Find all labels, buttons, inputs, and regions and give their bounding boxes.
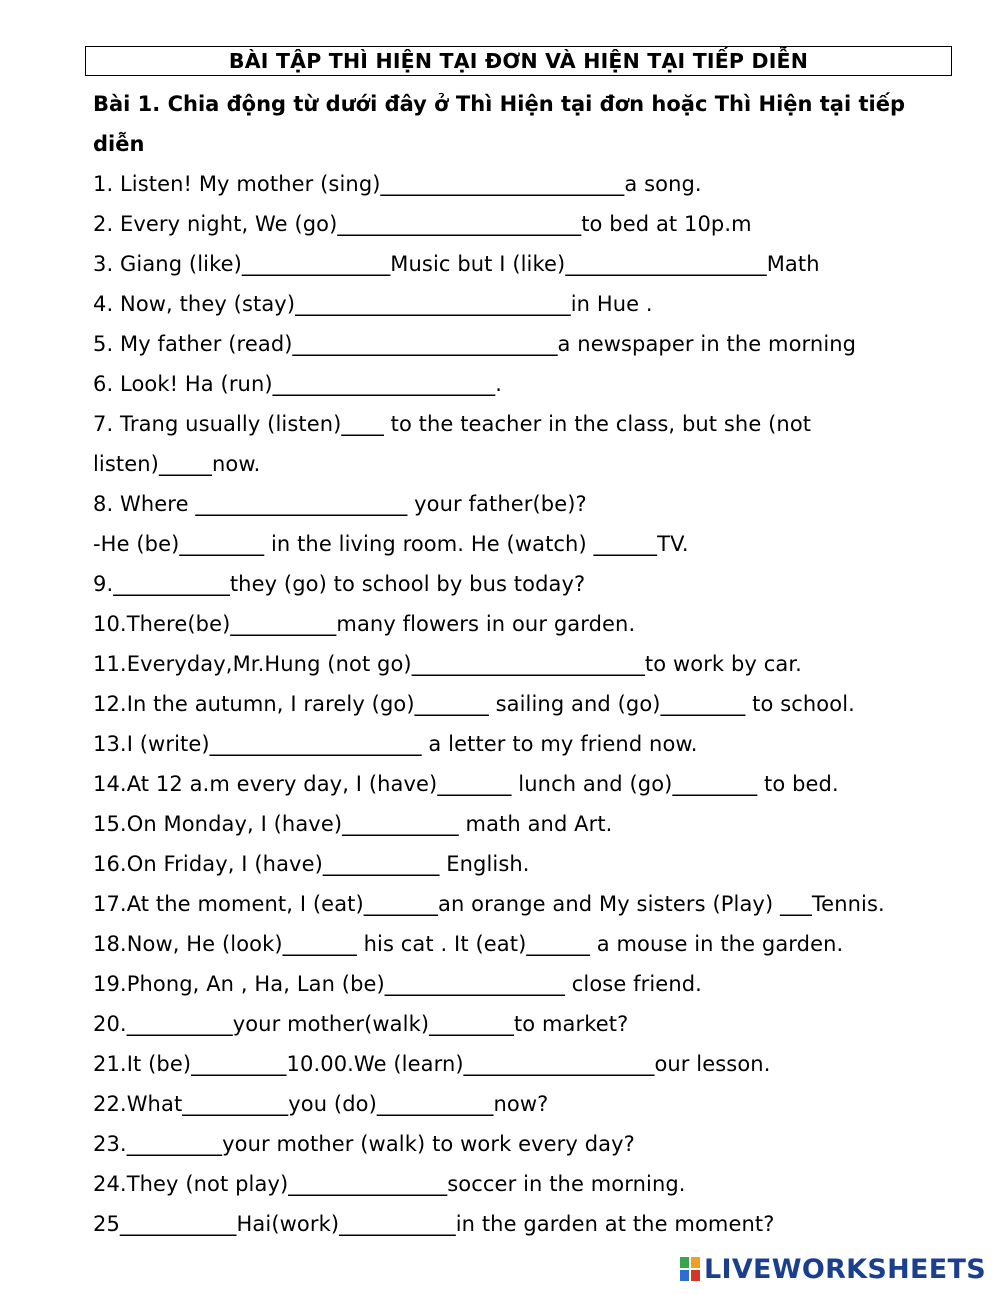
- exercise-line: 7. Trang usually (listen)____ to the teacher in the class, but she (not: [93, 412, 812, 436]
- exercise-line: 1. Listen! My mother (sing)_______________________a song.: [93, 172, 702, 196]
- exercise-line: -He (be)________ in the living room. He (watch) ______TV.: [93, 532, 689, 556]
- worksheet-content: [93, 84, 963, 1244]
- exercise-line: 25___________Hai(work)___________in the garden at the moment?: [93, 1212, 775, 1236]
- exercise-line: 6. Look! Ha (run)_____________________.: [93, 372, 503, 396]
- exercise-heading: Bài 1. Chia động từ dưới đây ở Thì Hiện tại đơn hoặc Thì Hiện tại tiếp diễn: [93, 92, 905, 156]
- exercise-line: 14.At 12 a.m every day, I (have)_______ lunch and (go)________ to bed.: [93, 772, 839, 796]
- exercise-line: 10.There(be)__________many flowers in our garden.: [93, 612, 636, 636]
- exercise-line: 21.It (be)_________10.00.We (learn)__________________our lesson.: [93, 1052, 771, 1076]
- liveworksheets-logo: [680, 1254, 986, 1284]
- exercise-line: 17.At the moment, I (eat)_______an orange and My sisters (Play) ___Tennis.: [93, 892, 885, 916]
- liveworksheets-logo-text: LIVEWORKSHEETS: [703, 1253, 986, 1285]
- exercise-line: 4. Now, they (stay)__________________________in Hue .: [93, 292, 653, 316]
- exercise-line: 16.On Friday, I (have)___________ English.: [93, 852, 530, 876]
- exercise-line: 18.Now, He (look)_______ his cat . It (eat)______ a mouse in the garden.: [93, 932, 844, 956]
- exercise-line: 19.Phong, An , Ha, Lan (be)_________________ close friend.: [93, 972, 702, 996]
- exercise-lines: [93, 164, 963, 1244]
- exercise-line: 11.Everyday,Mr.Hung (not go)______________________to work by car.: [93, 652, 802, 676]
- exercise-line: 15.On Monday, I (have)___________ math and Art.: [93, 812, 613, 836]
- liveworksheets-logo-icon: [680, 1257, 700, 1281]
- exercise-line: 5. My father (read)_________________________a newspaper in the morning: [93, 332, 857, 356]
- exercise-line: 20.__________your mother(walk)________to market?: [93, 1012, 629, 1036]
- exercise-line: 12.In the autumn, I rarely (go)_______ sailing and (go)________ to school.: [93, 692, 855, 716]
- exercise-line: listen)_____now.: [93, 452, 261, 476]
- exercise-line: 22.What__________you (do)___________now?: [93, 1092, 549, 1116]
- exercise-line: 3. Giang (like)______________Music but I (like)___________________Math: [93, 252, 820, 276]
- exercise-line: 13.I (write)____________________ a letter to my friend now.: [93, 732, 698, 756]
- exercise-line: 24.They (not play)_______________soccer in the morning.: [93, 1172, 686, 1196]
- exercise-line: 8. Where ____________________ your father(be)?: [93, 492, 587, 516]
- worksheet-title: BÀI TẬP THÌ HIỆN TẠI ĐƠN VÀ HIỆN TẠI TIẾP DIỄN: [85, 46, 952, 76]
- exercise-line: 2. Every night, We (go)_______________________to bed at 10p.m: [93, 212, 752, 236]
- exercise-line: 23._________your mother (walk) to work every day?: [93, 1132, 635, 1156]
- exercise-line: 9.___________they (go) to school by bus today?: [93, 572, 586, 596]
